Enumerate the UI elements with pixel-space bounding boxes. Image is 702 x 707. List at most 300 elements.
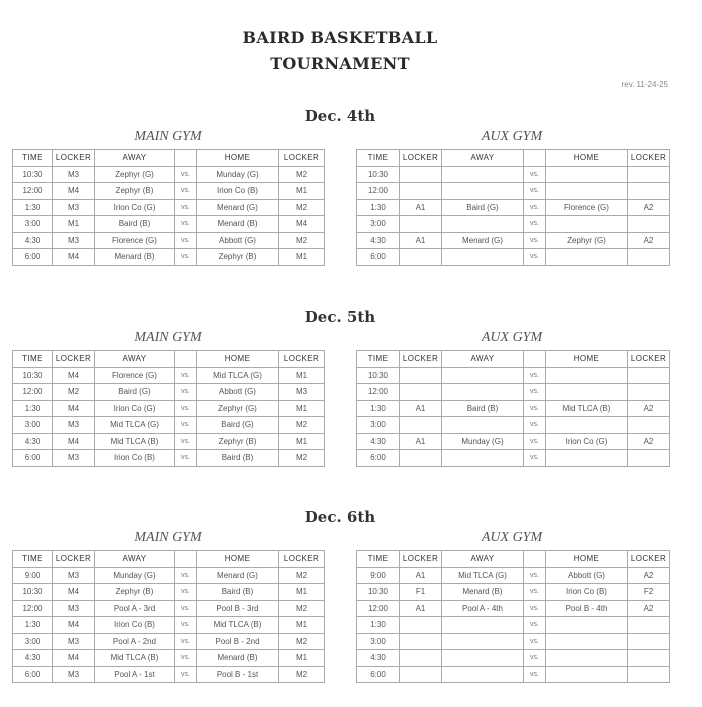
game-row <box>13 249 325 266</box>
table-header-row <box>357 351 670 368</box>
home-team: Menard (B) <box>197 216 279 233</box>
away-column-header: AWAY <box>95 351 175 368</box>
home-column-header: HOME <box>197 551 279 568</box>
away-team: Zephyr (B) <box>95 183 175 200</box>
home-team: Pool B - 2nd <box>197 633 279 650</box>
time-column-header: TIME <box>357 551 400 568</box>
title-line-2: TOURNAMENT <box>270 54 410 73</box>
away-team <box>442 367 524 384</box>
home-team: Zephyr (G) <box>546 232 628 249</box>
game-row <box>13 216 325 233</box>
game-row <box>357 450 670 467</box>
away-locker: A1 <box>400 199 442 216</box>
away-team <box>442 384 524 401</box>
home-team <box>546 367 628 384</box>
away-team: Mid TLCA (G) <box>95 417 175 434</box>
home-team: Irion Co (B) <box>546 584 628 601</box>
game-row <box>357 249 670 266</box>
game-row <box>13 183 325 200</box>
away-locker: F1 <box>400 584 442 601</box>
away-locker-column-header: LOCKER <box>53 150 95 167</box>
home-locker: A2 <box>628 433 670 450</box>
vs-label: vs. <box>524 633 546 650</box>
vs-label: vs. <box>524 433 546 450</box>
game-row <box>13 166 325 183</box>
away-column-header: AWAY <box>442 150 524 167</box>
away-locker <box>400 666 442 683</box>
home-locker: M1 <box>279 400 325 417</box>
game-time: 6:00 <box>13 249 53 266</box>
vs-label: vs. <box>175 617 197 634</box>
away-locker: A1 <box>400 232 442 249</box>
game-row <box>357 417 670 434</box>
game-row <box>357 216 670 233</box>
home-locker <box>628 617 670 634</box>
home-locker: M2 <box>279 450 325 467</box>
game-time: 3:00 <box>357 417 400 434</box>
game-time: 10:30 <box>357 367 400 384</box>
away-team: Menard (G) <box>442 232 524 249</box>
away-locker: M4 <box>53 183 95 200</box>
away-locker: M4 <box>53 433 95 450</box>
away-team: Irion Co (B) <box>95 450 175 467</box>
home-locker <box>628 183 670 200</box>
vs-label: vs. <box>175 567 197 584</box>
game-row <box>357 166 670 183</box>
away-locker: M4 <box>53 617 95 634</box>
away-locker-column-header: LOCKER <box>400 150 442 167</box>
schedule-table-main <box>12 550 325 683</box>
away-locker <box>400 367 442 384</box>
game-time: 3:00 <box>357 216 400 233</box>
game-row <box>13 650 325 667</box>
away-team <box>442 216 524 233</box>
game-time: 10:30 <box>357 166 400 183</box>
away-locker: M3 <box>53 199 95 216</box>
game-time: 1:30 <box>13 617 53 634</box>
home-team: Baird (G) <box>197 417 279 434</box>
home-team: Mid TLCA (G) <box>197 367 279 384</box>
home-team: Pool B - 3rd <box>197 600 279 617</box>
game-time: 4:30 <box>357 433 400 450</box>
vs-label: vs. <box>524 617 546 634</box>
schedule-table-aux <box>356 149 670 266</box>
away-column-header: AWAY <box>95 150 175 167</box>
game-time: 10:30 <box>13 584 53 601</box>
vs-label: vs. <box>175 384 197 401</box>
time-column-header: TIME <box>13 551 53 568</box>
vs-label: vs. <box>175 183 197 200</box>
game-time: 10:30 <box>357 584 400 601</box>
away-team: Mid TLCA (B) <box>95 650 175 667</box>
away-locker <box>400 216 442 233</box>
away-locker: M4 <box>53 584 95 601</box>
game-time: 10:30 <box>13 166 53 183</box>
away-locker <box>400 617 442 634</box>
home-team: Abbott (G) <box>197 232 279 249</box>
game-time: 12:00 <box>13 183 53 200</box>
home-team <box>546 450 628 467</box>
away-locker <box>400 183 442 200</box>
home-locker <box>628 384 670 401</box>
gym-title-main: MAIN GYM <box>134 330 202 345</box>
home-team: Florence (G) <box>546 199 628 216</box>
schedule-table-main <box>12 350 325 467</box>
game-time: 12:00 <box>357 384 400 401</box>
away-locker: M3 <box>53 450 95 467</box>
away-team <box>442 450 524 467</box>
home-locker-column-header: LOCKER <box>628 551 670 568</box>
home-locker: M3 <box>279 384 325 401</box>
vs-label: vs. <box>175 633 197 650</box>
away-locker: A1 <box>400 567 442 584</box>
game-row <box>13 433 325 450</box>
game-time: 10:30 <box>13 367 53 384</box>
away-locker: M3 <box>53 633 95 650</box>
game-time: 12:00 <box>13 384 53 401</box>
game-row <box>357 617 670 634</box>
vs-label: vs. <box>524 400 546 417</box>
vs-label: vs. <box>524 367 546 384</box>
vs-label: vs. <box>175 433 197 450</box>
game-row <box>13 232 325 249</box>
table-header-row <box>13 551 325 568</box>
away-locker-column-header: LOCKER <box>400 351 442 368</box>
vs-label: vs. <box>524 249 546 266</box>
game-row <box>13 600 325 617</box>
game-row <box>13 666 325 683</box>
home-team: Munday (G) <box>197 166 279 183</box>
away-locker: M4 <box>53 249 95 266</box>
game-row <box>357 567 670 584</box>
away-team <box>442 417 524 434</box>
vs-label: vs. <box>175 367 197 384</box>
game-row <box>13 617 325 634</box>
day-heading-dec-5: Dec. 5th <box>304 308 376 326</box>
game-row <box>13 400 325 417</box>
away-locker: M1 <box>53 216 95 233</box>
vs-column-header <box>175 150 197 167</box>
game-row <box>357 199 670 216</box>
away-locker: M3 <box>53 417 95 434</box>
home-team <box>546 166 628 183</box>
gym-title-main: MAIN GYM <box>134 530 202 545</box>
home-locker: M2 <box>279 232 325 249</box>
home-locker <box>628 417 670 434</box>
table-header-row <box>357 551 670 568</box>
away-locker: M3 <box>53 600 95 617</box>
gym-title-main: MAIN GYM <box>134 129 202 144</box>
vs-label: vs. <box>524 666 546 683</box>
table-header-row <box>357 150 670 167</box>
vs-label: vs. <box>524 417 546 434</box>
away-locker <box>400 249 442 266</box>
game-time: 12:00 <box>357 600 400 617</box>
vs-label: vs. <box>175 417 197 434</box>
home-locker: M1 <box>279 183 325 200</box>
away-locker: A1 <box>400 400 442 417</box>
home-locker <box>628 666 670 683</box>
home-team: Irion Co (B) <box>197 183 279 200</box>
home-team: Baird (B) <box>197 450 279 467</box>
game-time: 12:00 <box>13 600 53 617</box>
home-locker <box>628 633 670 650</box>
vs-label: vs. <box>175 216 197 233</box>
game-time: 1:30 <box>357 400 400 417</box>
home-team <box>546 633 628 650</box>
game-time: 6:00 <box>13 666 53 683</box>
game-row <box>357 232 670 249</box>
away-team: Menard (B) <box>95 249 175 266</box>
home-locker: M4 <box>279 216 325 233</box>
schedule-table-main <box>12 149 325 266</box>
vs-label: vs. <box>175 584 197 601</box>
home-team: Mid TLCA (B) <box>197 617 279 634</box>
home-locker: M1 <box>279 433 325 450</box>
away-team: Pool A - 3rd <box>95 600 175 617</box>
vs-label: vs. <box>175 650 197 667</box>
vs-label: vs. <box>175 450 197 467</box>
game-time: 6:00 <box>357 249 400 266</box>
away-column-header: AWAY <box>442 551 524 568</box>
game-row <box>13 450 325 467</box>
away-locker-column-header: LOCKER <box>53 351 95 368</box>
vs-label: vs. <box>524 384 546 401</box>
home-locker: M1 <box>279 650 325 667</box>
away-team: Baird (G) <box>95 384 175 401</box>
game-time: 9:00 <box>13 567 53 584</box>
game-row <box>357 633 670 650</box>
away-team: Pool A - 4th <box>442 600 524 617</box>
away-locker <box>400 450 442 467</box>
game-row <box>13 567 325 584</box>
game-time: 3:00 <box>357 633 400 650</box>
home-team: Menard (G) <box>197 199 279 216</box>
away-team <box>442 666 524 683</box>
game-time: 4:30 <box>13 232 53 249</box>
day-heading-dec-4: Dec. 4th <box>304 107 376 125</box>
away-locker: A1 <box>400 433 442 450</box>
game-row <box>357 650 670 667</box>
game-row <box>357 400 670 417</box>
home-locker: A2 <box>628 199 670 216</box>
home-locker: M2 <box>279 166 325 183</box>
game-row <box>357 433 670 450</box>
vs-label: vs. <box>524 232 546 249</box>
home-locker: A2 <box>628 567 670 584</box>
home-locker <box>628 249 670 266</box>
home-team: Irion Co (G) <box>546 433 628 450</box>
gym-title-aux: AUX GYM <box>481 330 543 345</box>
away-locker: M2 <box>53 384 95 401</box>
home-team <box>546 650 628 667</box>
vs-label: vs. <box>175 400 197 417</box>
away-team: Mid TLCA (G) <box>442 567 524 584</box>
game-time: 1:30 <box>13 199 53 216</box>
away-team: Pool A - 2nd <box>95 633 175 650</box>
table-header-row <box>13 150 325 167</box>
away-team: Baird (G) <box>442 199 524 216</box>
home-locker <box>628 216 670 233</box>
away-locker: A1 <box>400 600 442 617</box>
vs-column-header <box>175 351 197 368</box>
game-time: 3:00 <box>13 633 53 650</box>
vs-column-header <box>524 150 546 167</box>
game-row <box>357 384 670 401</box>
gym-title-aux: AUX GYM <box>481 530 543 545</box>
table-header-row <box>13 351 325 368</box>
home-team: Menard (B) <box>197 650 279 667</box>
home-column-header: HOME <box>546 351 628 368</box>
vs-label: vs. <box>175 199 197 216</box>
home-locker <box>628 166 670 183</box>
home-team: Zephyr (G) <box>197 400 279 417</box>
time-column-header: TIME <box>13 351 53 368</box>
home-locker <box>628 450 670 467</box>
gym-title-aux: AUX GYM <box>481 129 543 144</box>
away-locker <box>400 650 442 667</box>
away-column-header: AWAY <box>95 551 175 568</box>
game-time: 12:00 <box>357 183 400 200</box>
away-locker-column-header: LOCKER <box>53 551 95 568</box>
away-team <box>442 166 524 183</box>
away-team: Munday (G) <box>95 567 175 584</box>
home-column-header: HOME <box>546 551 628 568</box>
time-column-header: TIME <box>357 351 400 368</box>
game-row <box>13 584 325 601</box>
game-time: 6:00 <box>13 450 53 467</box>
day-heading-dec-6: Dec. 6th <box>304 508 376 526</box>
game-row <box>13 367 325 384</box>
home-team <box>546 666 628 683</box>
away-locker: M3 <box>53 232 95 249</box>
home-team <box>546 617 628 634</box>
game-row <box>13 633 325 650</box>
vs-label: vs. <box>524 166 546 183</box>
home-locker: A2 <box>628 600 670 617</box>
title-line-1: BAIRD BASKETBALL <box>242 28 438 47</box>
vs-label: vs. <box>524 199 546 216</box>
vs-label: vs. <box>175 232 197 249</box>
away-team: Menard (B) <box>442 584 524 601</box>
home-locker: M2 <box>279 633 325 650</box>
away-team: Irion Co (G) <box>95 199 175 216</box>
game-time: 6:00 <box>357 666 400 683</box>
home-team: Menard (G) <box>197 567 279 584</box>
home-team <box>546 384 628 401</box>
vs-label: vs. <box>175 666 197 683</box>
game-time: 4:30 <box>357 650 400 667</box>
away-team: Florence (G) <box>95 232 175 249</box>
home-team: Abbott (G) <box>546 567 628 584</box>
vs-label: vs. <box>175 166 197 183</box>
home-team <box>546 216 628 233</box>
home-column-header: HOME <box>546 150 628 167</box>
home-team: Zephyr (B) <box>197 249 279 266</box>
game-row <box>357 367 670 384</box>
away-team <box>442 633 524 650</box>
vs-label: vs. <box>524 216 546 233</box>
away-team: Irion Co (B) <box>95 617 175 634</box>
vs-label: vs. <box>524 600 546 617</box>
home-locker <box>628 367 670 384</box>
home-locker: F2 <box>628 584 670 601</box>
revision-note: rev. 11-24-25 <box>621 80 668 89</box>
away-locker: M3 <box>53 567 95 584</box>
vs-column-header <box>524 351 546 368</box>
away-team: Zephyr (G) <box>95 166 175 183</box>
game-row <box>357 183 670 200</box>
away-team: Baird (B) <box>442 400 524 417</box>
home-locker-column-header: LOCKER <box>279 351 325 368</box>
home-team: Baird (B) <box>197 584 279 601</box>
home-team: Mid TLCA (B) <box>546 400 628 417</box>
time-column-header: TIME <box>357 150 400 167</box>
vs-label: vs. <box>175 249 197 266</box>
home-column-header: HOME <box>197 351 279 368</box>
home-team <box>546 183 628 200</box>
home-locker: M2 <box>279 199 325 216</box>
home-team: Pool B - 4th <box>546 600 628 617</box>
away-team: Pool A - 1st <box>95 666 175 683</box>
game-time: 4:30 <box>13 650 53 667</box>
away-locker <box>400 417 442 434</box>
game-time: 1:30 <box>357 617 400 634</box>
away-locker: M4 <box>53 650 95 667</box>
time-column-header: TIME <box>13 150 53 167</box>
home-column-header: HOME <box>197 150 279 167</box>
away-locker-column-header: LOCKER <box>400 551 442 568</box>
game-row <box>357 584 670 601</box>
home-locker-column-header: LOCKER <box>279 150 325 167</box>
away-locker: M4 <box>53 367 95 384</box>
away-team: Baird (B) <box>95 216 175 233</box>
game-time: 3:00 <box>13 417 53 434</box>
game-time: 4:30 <box>13 433 53 450</box>
home-locker <box>628 650 670 667</box>
game-row <box>13 417 325 434</box>
away-team <box>442 183 524 200</box>
game-row <box>357 600 670 617</box>
game-time: 3:00 <box>13 216 53 233</box>
away-team <box>442 249 524 266</box>
vs-column-header <box>524 551 546 568</box>
away-team <box>442 650 524 667</box>
away-team: Zephyr (B) <box>95 584 175 601</box>
home-team: Zephyr (B) <box>197 433 279 450</box>
game-time: 9:00 <box>357 567 400 584</box>
schedule-table-aux <box>356 550 670 683</box>
vs-label: vs. <box>175 600 197 617</box>
away-locker: M4 <box>53 400 95 417</box>
away-team <box>442 617 524 634</box>
home-locker: M1 <box>279 367 325 384</box>
vs-label: vs. <box>524 183 546 200</box>
home-team <box>546 417 628 434</box>
away-locker <box>400 384 442 401</box>
game-time: 1:30 <box>357 199 400 216</box>
home-locker-column-header: LOCKER <box>628 150 670 167</box>
game-time: 6:00 <box>357 450 400 467</box>
game-row <box>357 666 670 683</box>
home-team: Pool B - 1st <box>197 666 279 683</box>
home-team <box>546 249 628 266</box>
game-row <box>13 384 325 401</box>
home-locker: M2 <box>279 666 325 683</box>
home-team: Abbott (G) <box>197 384 279 401</box>
away-team: Florence (G) <box>95 367 175 384</box>
home-locker: M1 <box>279 617 325 634</box>
